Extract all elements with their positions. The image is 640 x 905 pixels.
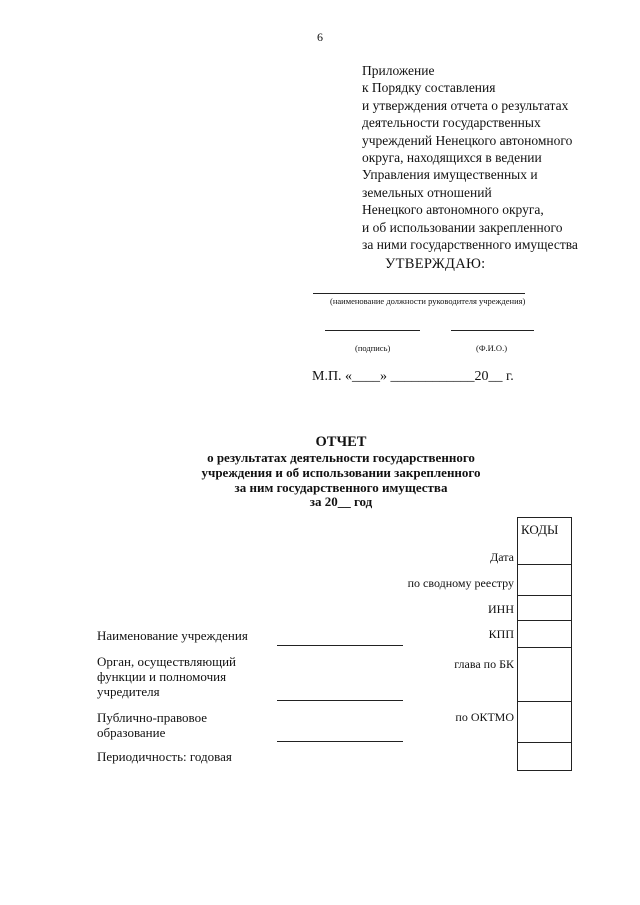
- code-row-label: Дата: [490, 550, 514, 564]
- codes-header: КОДЫ: [521, 522, 559, 537]
- page-number: 6: [317, 30, 323, 44]
- appendix-line: земельных отношений: [362, 184, 492, 200]
- appendix-line: и утверждения отчета о результатах: [362, 97, 569, 113]
- appendix-line: учреждений Ненецкого автономного: [362, 132, 573, 148]
- position-line: [313, 293, 525, 294]
- appendix-line: и об использовании закрепленного: [362, 219, 563, 235]
- code-row-label: ИНН: [488, 602, 514, 616]
- public-entity-label: Публично-правовое образование: [97, 710, 208, 741]
- position-caption: (наименование должности руководителя учреждения): [330, 296, 526, 306]
- code-row-label: по ОКТМО: [455, 710, 514, 724]
- signature-caption: (подпись): [355, 343, 391, 353]
- approval-heading: УТВЕРЖДАЮ:: [385, 256, 486, 272]
- stamp-date-line: М.П. «____» ____________20__ г.: [312, 369, 514, 384]
- name-caption: (Ф.И.О.): [476, 343, 508, 353]
- code-row-label: по сводному реестру: [407, 576, 514, 590]
- report-year-line: за 20__ год: [309, 494, 373, 510]
- report-title-line: за ним государственного имущества: [234, 479, 448, 495]
- code-row-label: КПП: [488, 627, 514, 641]
- name-line: [451, 330, 534, 331]
- code-row-label: глава по БК: [454, 657, 514, 671]
- founder-label: Орган, осуществляющий функции и полномочия учредителя: [97, 654, 236, 700]
- report-title-line: о результатах деятельности государственного: [207, 450, 475, 465]
- report-title-line: учреждения и об использовании закрепленного: [201, 464, 481, 480]
- appendix-line: Ненецкого автономного округа,: [362, 202, 544, 218]
- founder-line: [277, 700, 403, 701]
- report-heading: ОТЧЕТ: [315, 434, 367, 450]
- signature-line: [325, 330, 420, 331]
- codes-table: [517, 517, 572, 771]
- institution-name-line: [277, 645, 403, 646]
- appendix-block: [362, 62, 578, 253]
- appendix-line: округа, находящихся в ведении: [362, 150, 542, 166]
- appendix-line: за ними государственного имущества: [362, 237, 578, 253]
- appendix-line: к Порядку составления: [362, 80, 496, 96]
- appendix-line: Управления имущественных и: [362, 167, 538, 183]
- report-title: [0, 433, 640, 510]
- appendix-line: деятельности государственных: [362, 115, 541, 131]
- appendix-line: Приложение: [362, 63, 435, 78]
- public-entity-line: [277, 741, 403, 742]
- periodicity-label: Периодичность: годовая: [97, 749, 232, 764]
- institution-name-label: Наименование учреждения: [97, 628, 248, 643]
